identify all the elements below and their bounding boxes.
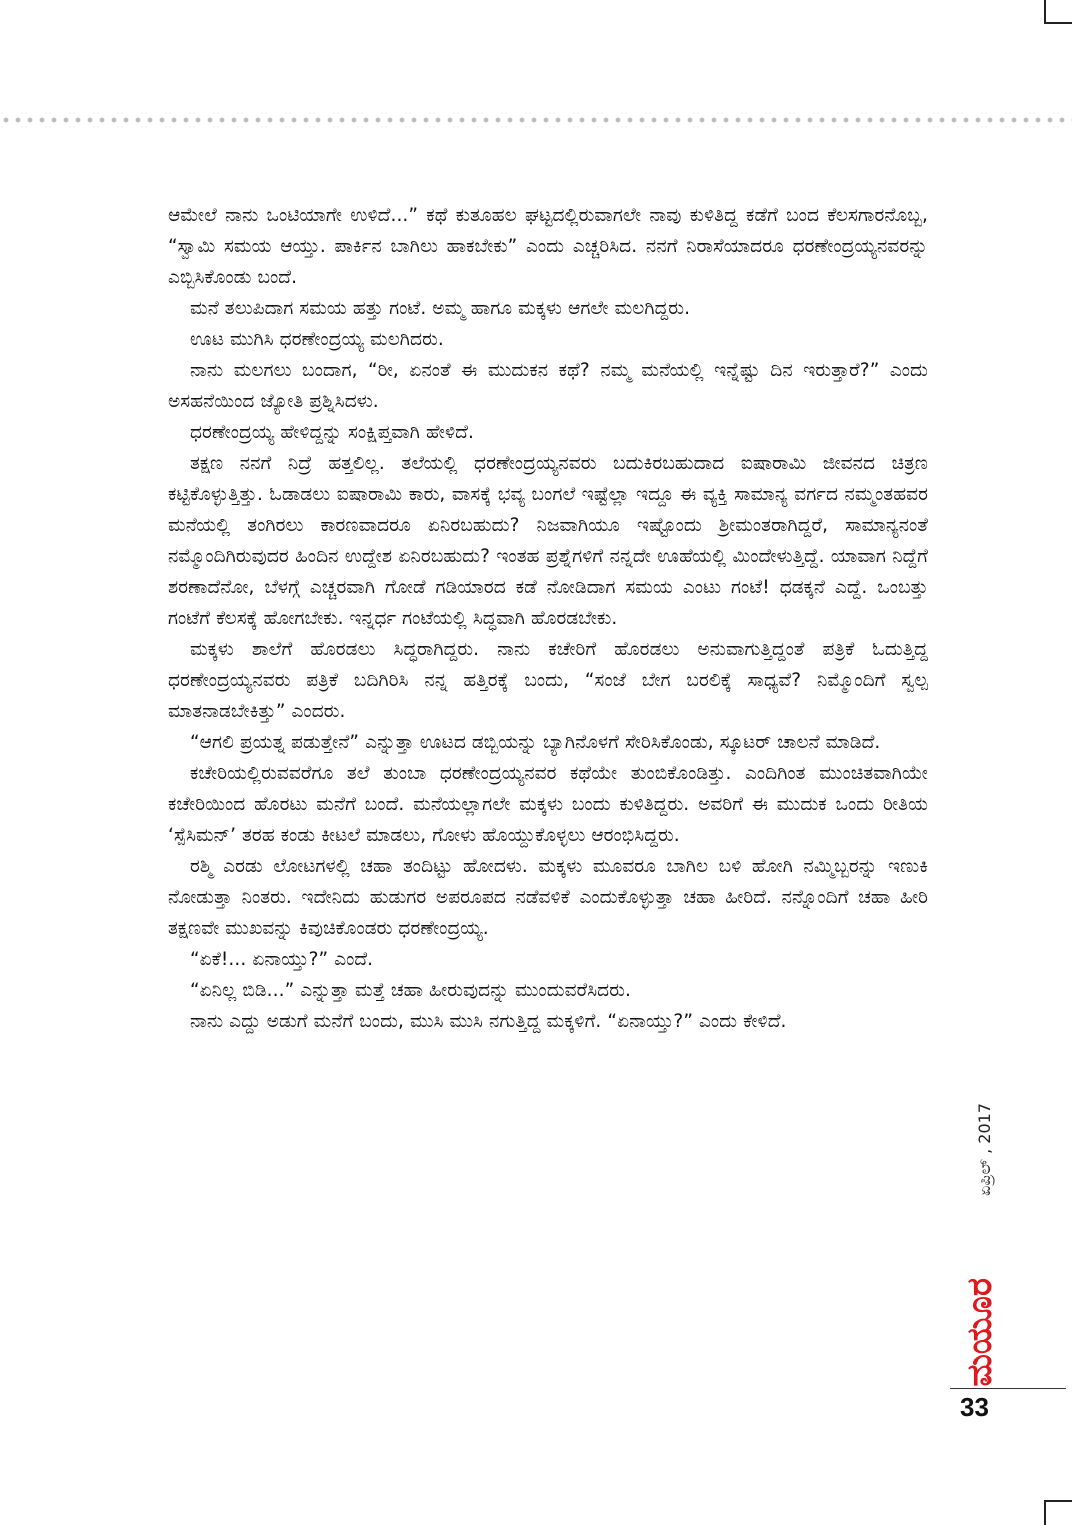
paragraph: ನಾನು ಮಲಗಲು ಬಂದಾಗ, “ರೀ, ಏನಂತೆ ಈ ಮುದುಕನ ಕಥೆ? ನಮ್ಮ ಮನೆಯಲ್ಲಿ ಇನ್ನೆಷ್ಟು ದಿನ ಇರುತ್ತಾರೆ?” ಎಂದು ಅಸಹನೆಯಿಂದ ಜ್ಯೋತಿ ಪ್ರಶ್ನಿಸಿದಳು.: [168, 360, 928, 412]
crop-mark-top-right-horizontal: [1044, 22, 1072, 24]
paragraph: ಮನೆ ತಲುಪಿದಾಗ ಸಮಯ ಹತ್ತು ಗಂಟೆ. ಅಮ್ಮ ಹಾಗೂ ಮಕ್ಕಳು ಆಗಲೇ ಮಲಗಿದ್ದರು.: [190, 298, 691, 319]
paragraph: ಊಟ ಮುಗಿಸಿ ಧರಣೇಂದ್ರಯ್ಯ ಮಲಗಿದರು.: [190, 329, 444, 350]
page-number-rule: [950, 1388, 1066, 1389]
paragraph: ಕಚೇರಿಯಲ್ಲಿರುವವರೆಗೂ ತಲೆ ತುಂಬಾ ಧರಣೇಂದ್ರಯ್ಯನವರ ಕಥೆಯೇ ತುಂಬಿಕೊಂಡಿತ್ತು. ಎಂದಿಗಿಂತ ಮುಂಚಿತವಾಗಿಯೇ ಕಚೇರಿಯಿಂದ ಹೊರಟು ಮನೆಗೆ ಬಂದೆ. ಮನೆಯಲ್ಲಾಗಲೇ ಮಕ್ಕಳು ಬಂದು ಕುಳಿತಿದ್ದರು. ಅವರಿಗೆ ಈ ಮುದುಕ ಒಂದು ರೀತಿಯ ‘ಸ್ಪೆಸಿಮನ್’ ತರಹ ಕಂಡು ಕೀಟಲೆ ಮಾಡಲು, ಗೋಳು ಹೊಯ್ದುಕೊಳ್ಳಲು ಆರಂಭಿಸಿದ್ದರು.: [168, 763, 928, 846]
paragraph: “ಆಗಲಿ ಪ್ರಯತ್ನ ಪಡುತ್ತೇನೆ” ಎನ್ನುತ್ತಾ ಊಟದ ಡಬ್ಬಿಯನ್ನು ಬ್ಯಾಗಿನೊಳಗೆ ಸೇರಿಸಿಕೊಂಡು, ಸ್ಕೂಟರ್ ಚಾಲನೆ ಮಾಡಿದೆ.: [190, 732, 881, 753]
crop-mark-bottom-right-horizontal: [1044, 1500, 1072, 1502]
paragraph: ಆಮೇಲೆ ನಾನು ಒಂಟಿಯಾಗೇ ಉಳಿದೆ...” ಕಥೆ ಕುತೂಹಲ ಘಟ್ಟದಲ್ಲಿರುವಾಗಲೇ ನಾವು ಕುಳಿತಿದ್ದ ಕಡೆಗೆ ಬಂದ ಕೆಲಸಗಾರನೊಬ್ಬ, “ಸ್ವಾಮಿ ಸಮಯ ಆಯ್ತು. ಪಾರ್ಕಿನ ಬಾಗಿಲು ಹಾಕಬೇಕು” ಎಂದು ಎಚ್ಚರಿಸಿದ. ನನಗೆ ನಿರಾಸೆಯಾದರೂ ಧರಣೇಂದ್ರಯ್ಯನವರನ್ನು ಎಬ್ಬಿಸಿಕೊಂಡು ಬಂದೆ.: [168, 205, 928, 288]
page-number: 33: [960, 1392, 989, 1422]
issue-date: ಏಪ್ರಿಲ್ , 2017: [975, 1103, 994, 1196]
magazine-logo: ಮಯೂರ: [960, 1278, 1000, 1387]
paragraph: ರಶ್ಮಿ ಎರಡು ಲೋಟಗಳಲ್ಲಿ ಚಹಾ ತಂದಿಟ್ಟು ಹೋದಳು. ಮಕ್ಕಳು ಮೂವರೂ ಬಾಗಿಲ ಬಳಿ ಹೋಗಿ ನಮ್ಮಿಬ್ಬರನ್ನು ಇಣುಕಿ ನೋಡುತ್ತಾ ನಿಂತರು. ಇದೇನಿದು ಹುಡುಗರ ಅಪರೂಪದ ನಡೆವಳಿಕೆ ಎಂದುಕೊಳ್ಳುತ್ತಾ ಚಹಾ ಹೀರಿದೆ. ನನ್ನೊಂದಿಗೆ ಚಹಾ ಹೀರಿ ತಕ್ಷಣವೇ ಮುಖವನ್ನು ಕಿವುಚಿಕೊಂಡರು ಧರಣೇಂದ್ರಯ್ಯ.: [168, 856, 928, 939]
paragraph: “ಏನಿಲ್ಲ ಬಿಡಿ...” ಎನ್ನುತ್ತಾ ಮತ್ತೆ ಚಹಾ ಹೀರುವುದನ್ನು ಮುಂದುವರೆಸಿದರು.: [190, 980, 631, 1001]
crop-mark-top-right-vertical: [1044, 0, 1046, 24]
paragraph: ನಾನು ಎದ್ದು ಅಡುಗೆ ಮನೆಗೆ ಬಂದು, ಮುಸಿ ಮುಸಿ ನಗುತ್ತಿದ್ದ ಮಕ್ಕಳಿಗೆ. “ಏನಾಯ್ತು?” ಎಂದು ಕೇಳಿದೆ.: [190, 1011, 787, 1032]
paragraph: ತಕ್ಷಣ ನನಗೆ ನಿದ್ರೆ ಹತ್ತಲಿಲ್ಲ. ತಲೆಯಲ್ಲಿ ಧರಣೇಂದ್ರಯ್ಯನವರು ಬದುಕಿರಬಹುದಾದ ಐಷಾರಾಮಿ ಜೀವನದ ಚಿತ್ರಣ ಕಟ್ಟಿಕೊಳ್ಳುತ್ತಿತ್ತು. ಓಡಾಡಲು ಐಷಾರಾಮಿ ಕಾರು, ವಾಸಕ್ಕೆ ಭವ್ಯ ಬಂಗಲೆ ಇಷ್ಟೆಲ್ಲಾ ಇದ್ದೂ ಈ ವ್ಯಕ್ತಿ ಸಾಮಾನ್ಯ ವರ್ಗದ ನಮ್ಮಂತಹವರ ಮನೆಯಲ್ಲಿ ತಂಗಿರಲು ಕಾರಣವಾದರೂ ಏನಿರಬಹುದು? ನಿಜವಾಗಿಯೂ ಇಷ್ಟೊಂದು ಶ್ರೀಮಂತರಾಗಿದ್ದರೆ, ಸಾಮಾನ್ಯನಂತೆ ನಮ್ಮೊಂದಿಗಿರುವುದರ ಹಿಂದಿನ ಉದ್ದೇಶ ಏನಿರಬಹುದು? ಇಂತಹ ಪ್ರಶ್ನೆಗಳಿಗೆ ನನ್ನದೇ ಊಹೆಯಲ್ಲಿ ಮಿಂದೇಳುತ್ತಿದ್ದೆ. ಯಾವಾಗ ನಿದ್ದೆಗೆ ಶರಣಾದೆನೋ, ಬೆಳಗ್ಗೆ ಎಚ್ಚರವಾಗಿ ಗೋಡೆ ಗಡಿಯಾರದ ಕಡೆ ನೋಡಿದಾಗ ಸಮಯ ಎಂಟು ಗಂಟೆ! ಧಡಕ್ಕನೆ ಎದ್ದೆ. ಒಂಬತ್ತು ಗಂಟೆಗೆ ಕೆಲಸಕ್ಕೆ ಹೋಗಬೇಕು. ಇನ್ನರ್ಧ ಗಂಟೆಯಲ್ಲಿ ಸಿದ್ಧವಾಗಿ ಹೊರಡಬೇಕು.: [168, 453, 928, 629]
paragraph: ಮಕ್ಕಳು ಶಾಲೆಗೆ ಹೊರಡಲು ಸಿದ್ಧರಾಗಿದ್ದರು. ನಾನು ಕಚೇರಿಗೆ ಹೊರಡಲು ಅನುವಾಗುತ್ತಿದ್ದಂತೆ ಪತ್ರಿಕೆ ಓದುತ್ತಿದ್ದ ಧರಣೇಂದ್ರಯ್ಯನವರು ಪತ್ರಿಕೆ ಬದಿಗಿರಿಸಿ ನನ್ನ ಹತ್ತಿರಕ್ಕೆ ಬಂದು, “ಸಂಜೆ ಬೇಗ ಬರಲಿಕ್ಕೆ ಸಾಧ್ಯವೆ? ನಿಮ್ಮೊಂದಿಗೆ ಸ್ವಲ್ಪ ಮಾತನಾಡಬೇಕಿತ್ತು” ಎಂದರು.: [168, 639, 928, 722]
paragraph: “ಏಕೆ!... ಏನಾಯ್ತು?” ಎಂದೆ.: [190, 949, 374, 970]
dotted-separator: [0, 116, 1072, 124]
crop-mark-bottom-right-vertical: [1044, 1500, 1046, 1525]
article-body: [168, 200, 928, 1037]
paragraph: ಧರಣೇಂದ್ರಯ್ಯ ಹೇಳಿದ್ದನ್ನು ಸಂಕ್ಷಿಪ್ತವಾಗಿ ಹೇಳಿದೆ.: [190, 422, 474, 443]
